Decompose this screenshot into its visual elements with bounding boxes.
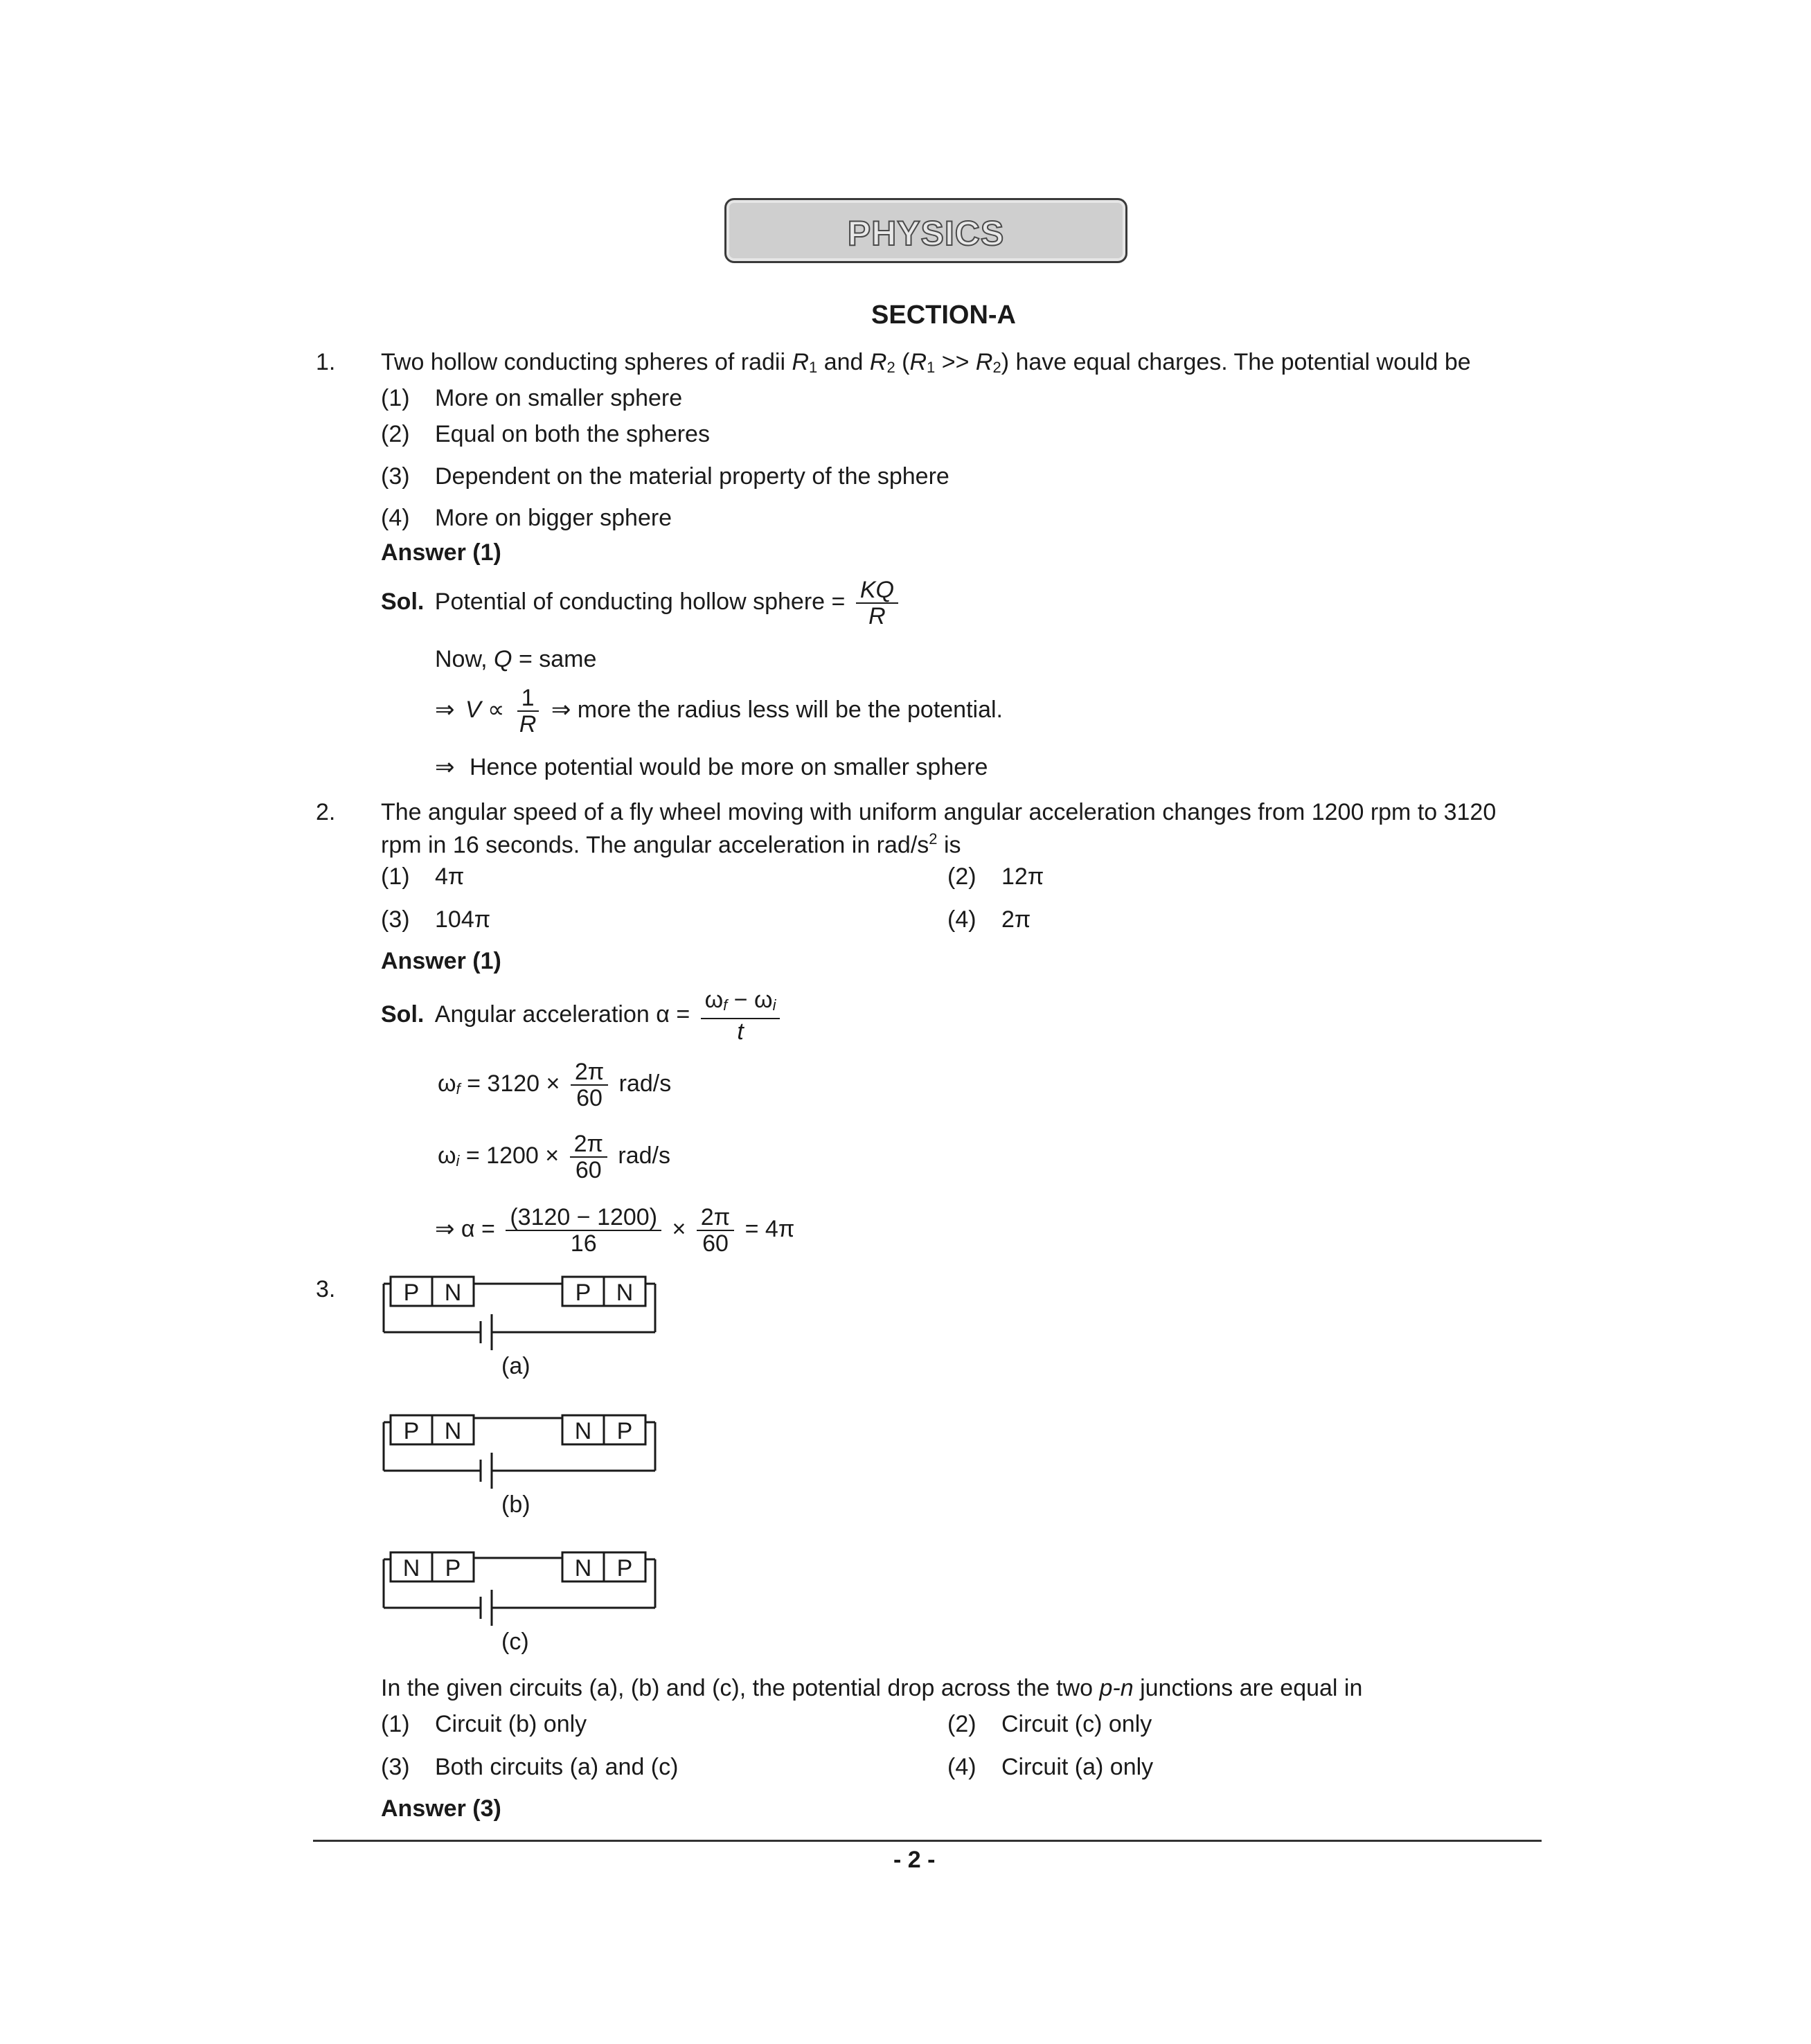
circuit-c [380,1548,670,1662]
q1-option-3-text: Dependent on the material property of the sphere [435,463,949,490]
q2-omega-initial: ωi = 1200 × $\frac{2\pi}{60}$ rad/s [438,1131,670,1183]
q3-option-4: (4) [947,1754,976,1780]
q1-number: 1. [316,349,336,375]
circuit-a [380,1273,670,1387]
q3-number: 3. [316,1276,336,1302]
q2-option-4: (4) [947,906,976,933]
q2-omega-final: ωf = 3120 × $\frac{2\pi}{60}$ rad/s [438,1059,672,1111]
circuit-a-label: (a) [501,1353,530,1379]
q2-answer: Answer (1) [381,948,501,974]
circuit-c-right-1: N [574,1555,592,1581]
q1-option-2: (2) [381,421,410,447]
circuit-a-right-2: N [616,1280,634,1306]
q2-option-2: (2) [947,863,976,890]
q1-answer: Answer (1) [381,539,501,566]
circuit-b-right-1: N [574,1418,592,1444]
circuit-c-label: (c) [501,1629,529,1655]
q3-option-3-text: Both circuits (a) and (c) [435,1754,679,1780]
q3-option-4-text: Circuit (a) only [1001,1754,1154,1780]
circuit-a-left-1: P [403,1280,420,1306]
circuit-b-right-2: P [616,1418,633,1444]
circuit-b-left-1: P [403,1418,420,1444]
subject-title: PHYSICS [847,214,1005,253]
q3-option-3: (3) [381,1754,410,1780]
q2-option-1-text: 4π [435,863,465,890]
q1-option-1-text: More on smaller sphere [435,385,683,411]
q1-option-2-text: Equal on both the spheres [435,421,710,447]
circuit-b-left-2: N [444,1418,462,1444]
q1-option-4-text: More on bigger sphere [435,505,672,531]
q2-option-3-text: 104π [435,906,491,933]
q2-text-line1: The angular speed of a fly wheel moving with uniform angular acceleration changes from 1200 rpm to 3120 [381,799,1497,825]
circuit-b-label: (b) [501,1491,530,1518]
q1-option-4: (4) [381,505,410,531]
q2-text-line2: rpm in 16 seconds. The angular acceleration in rad/$s^2$ is [381,830,961,859]
q2-number: 2. [316,799,336,825]
section-title: SECTION-A [871,301,1016,330]
circuit-c-left-1: N [402,1555,420,1581]
footer-divider [313,1840,1542,1842]
q2-solution-line1: Sol. Angular acceleration α = $\frac{\omega f - \omega i}{t}$ [381,987,784,1044]
q3-option-2-text: Circuit (c) only [1001,1711,1152,1737]
q2-option-2-text: 12π [1001,863,1044,890]
q1-solution-line2: Now, Q = same [435,646,597,672]
q2-final-result: ⇒ α = $\frac{(3120 - 1200)}{16}$ × $\frac{2\pi}{60}$ = 4π [435,1204,795,1257]
circuit-a-left-2: N [444,1280,462,1306]
circuit-c-left-2: P [445,1555,461,1581]
page-number: - 2 - [893,1847,936,1873]
q2-option-1: (1) [381,863,410,890]
q1-solution-line1: Sol. Potential of conducting hollow sphere = $\frac{KQ}{R}$ [381,577,902,629]
circuit-c-right-2: P [616,1555,633,1581]
q3-option-1-text: Circuit (b) only [435,1711,587,1737]
circuit-b [380,1411,670,1525]
subject-banner [724,198,1127,263]
circuit-a-right-1: P [575,1280,591,1306]
q3-option-1: (1) [381,1711,410,1737]
q3-text: In the given circuits (a), (b) and (c), the potential drop across the two p-n junctions are equal in [381,1675,1363,1701]
q1-option-1: (1) [381,385,410,411]
q1-text: Two hollow conducting spheres of radii R1 and R2 (R1 >> R2) have equal charges. The potential would be [381,349,1471,376]
q2-option-3: (3) [381,906,410,933]
q1-solution-line4: ⇒ Hence potential would be more on smaller sphere [435,754,988,780]
q3-answer: Answer (3) [381,1795,501,1822]
q2-option-4-text: 2π [1001,906,1031,933]
q1-option-3: (3) [381,463,410,490]
q1-solution-line3: ⇒ V ∝ $\frac{1}{R}$ ⇒ more the radius less will be the potential. [435,685,1003,737]
q3-option-2: (2) [947,1711,976,1737]
